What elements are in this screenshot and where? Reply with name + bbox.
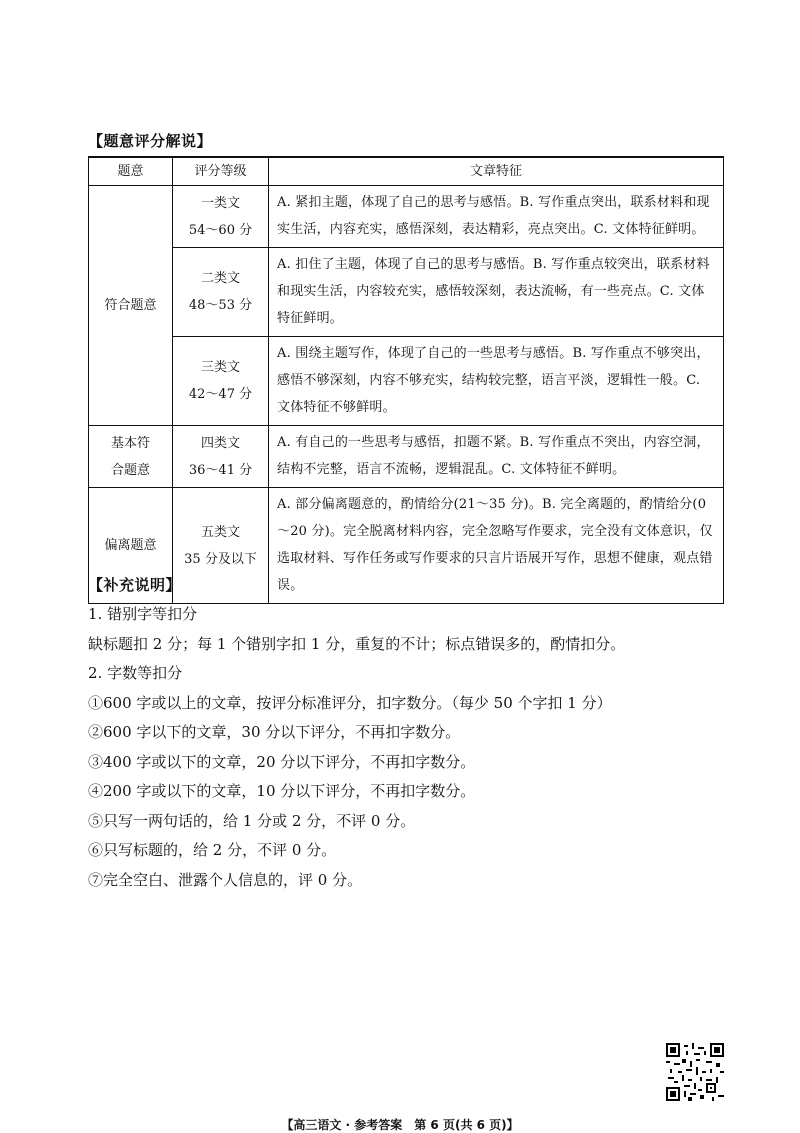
features-cell-4: A. 有自己的一些思考与感悟，扣题不紧。B. 写作重点不突出，内容空洞，结构不完整，语言不流畅，逻辑混乱。C. 文体特征不鲜明。 [269, 426, 724, 488]
level-name: 三类文 [200, 360, 240, 375]
level-cell-2 [173, 248, 269, 337]
meaning-cell-match: 符合题意 [89, 186, 173, 426]
features-cell-1: A. 紧扣主题，体现了自己的思考与感悟。B. 写作重点突出，联系材料和现实生活，内容充实，感悟深刻，表达精彩，亮点突出。C. 文体特征鲜明。 [269, 186, 724, 248]
table-row [89, 248, 724, 337]
supplement-section-title: 【补充说明】 [88, 576, 182, 594]
page-footer: 【高三语文 · 参考答案 第 6 页(共 6 页)】 [281, 1118, 519, 1132]
item2-title: 2. 字数等扣分 [88, 664, 183, 682]
level-range: 54～60 分 [188, 222, 253, 238]
list-item: ①600 字或以上的文章，按评分标准评分，扣字数分。（每少 50 个字扣 1 分） [88, 693, 612, 712]
list-item: ⑦完全空白、泄露个人信息的，评 0 分。 [88, 870, 363, 889]
level-cell-5 [173, 488, 269, 604]
level-cell-3 [173, 337, 269, 426]
table-row [89, 488, 724, 604]
table-row [89, 337, 724, 426]
level-name: 五类文 [200, 524, 240, 540]
item1-text: 缺标题扣 2 分；每 1 个错别字扣 1 分，重复的不计；标点错误多的，酌情扣分。 [88, 634, 626, 653]
list-item: ③400 字或以下的文章，20 分以下评分，不再扣字数分。 [88, 752, 476, 771]
supplement-list [88, 600, 728, 895]
table-row [89, 426, 724, 488]
header-meaning: 题意 [89, 157, 173, 186]
meaning-cell-basic [89, 426, 173, 488]
list-item: ⑤只写一两句话的，给 1 分或 2 分，不评 0 分。 [88, 811, 416, 830]
meaning-line: 基本符 [110, 435, 150, 451]
level-name: 二类文 [200, 271, 240, 286]
list-item: ②600 字以下的文章，30 分以下评分，不再扣字数分。 [88, 723, 461, 741]
qr-code-icon [666, 1043, 724, 1101]
level-cell-1 [173, 186, 269, 248]
list-item: ⑥只写标题的，给 2 分，不评 0 分。 [88, 841, 337, 859]
header-level: 评分等级 [173, 157, 269, 186]
level-name: 四类文 [200, 435, 240, 451]
level-cell-4 [173, 426, 269, 488]
table-row [89, 186, 724, 248]
header-features: 文章特征 [269, 157, 724, 186]
level-range: 35 分及以下 [184, 551, 257, 567]
list-item: ④200 字或以下的文章，10 分以下评分，不再扣字数分。 [88, 782, 476, 800]
meaning-line: 合题意 [110, 462, 150, 478]
features-cell-2: A. 扣住了主题，体现了自己的思考与感悟。B. 写作重点较突出，联系材料和现实生活，内容较充实，感悟较深刻，表达流畅，有一些亮点。C. 文体特征鲜明。 [269, 248, 724, 337]
meaning-cell-off: 偏离题意 [89, 488, 173, 604]
level-range: 42～47 分 [188, 387, 253, 402]
scoring-section-title: 【题意评分解说】 [88, 132, 213, 150]
features-cell-5: A. 部分偏离题意的，酌情给分(21～35 分)。B. 完全离题的，酌情给分(0～20 分)。完全脱离材料内容，完全忽略写作要求，完全没有文体意识，仅选取材料、写作任务或写作要求的只言片语展开写作，思想不健康，观点错误。 [269, 488, 724, 604]
item1-title: 1. 错别字等扣分 [88, 605, 198, 623]
table-header-row [89, 157, 724, 186]
features-cell-3: A. 围绕主题写作，体现了自己的一些思考与感悟。B. 写作重点不够突出，感悟不够深刻，内容不够充实，结构较完整，语言平淡，逻辑性一般。C. 文体特征不够鲜明。 [269, 337, 724, 426]
level-name: 一类文 [200, 195, 240, 211]
level-range: 36～41 分 [188, 462, 253, 478]
scoring-table [88, 156, 724, 604]
level-range: 48～53 分 [188, 298, 253, 313]
